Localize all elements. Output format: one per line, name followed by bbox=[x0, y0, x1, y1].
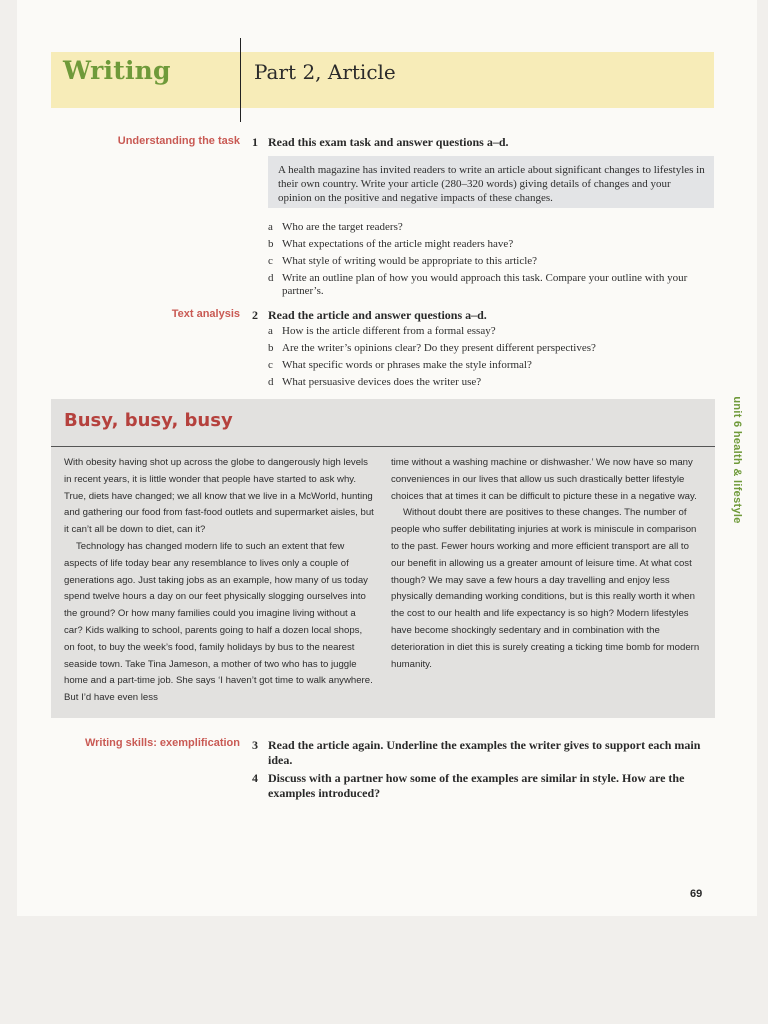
label-writing-skills: Writing skills: exemplification bbox=[84, 737, 240, 749]
list-item: d What persuasive devices does the writer use? bbox=[268, 376, 482, 388]
label-text-analysis: Text analysis bbox=[171, 308, 240, 320]
question-2-number: 2 bbox=[252, 308, 258, 322]
question-3-number: 3 bbox=[252, 738, 258, 752]
exam-task-text: A health magazine has invited readers to write an article about significant changes to lifestyles in their own country. Write your article (280–320 words) giving details of changes and your opinion on the positive and negative impacts of these changes. bbox=[278, 164, 705, 204]
list-item: b What expectations of the article might readers have? bbox=[268, 238, 514, 250]
question-1-items bbox=[268, 221, 708, 302]
article-paragraph-1: With obesity having shot up across the globe to dangerously high levels in recent years, it is little wonder that people have started to ask why. True, diets have changed; we all know that we live in a McWorld, hunting and gathering our food from fast-food outlets and supermarket aisles, but it can’t all be down to diet, can it? bbox=[64, 457, 374, 536]
article-title: Busy, busy, busy bbox=[64, 410, 233, 431]
article-column-right bbox=[391, 455, 703, 673]
list-item: a How is the article different from a formal essay? bbox=[268, 325, 496, 337]
article-paragraph-2: Technology has changed modern life to such an extent that few aspects of life today bear any resemblance to lives only a couple of generations ago. Just taking jobs as an example, how many of us today spend twelve hours a day on our feet physically slogging ourselves into the ground? Or how many families could you imagine living without a car? Kids walking to school, parents going to half a dozen local shops, on foot, to buy the week’s food, family holidays by bus to the nearest seaside town. Take Tina Jameson, a mother of two who has to juggle home and a part-time job. She says ‘I haven’t got time to walk anywhere. But I’d have even less bbox=[64, 540, 373, 704]
list-item: b Are the writer’s opinions clear? Do they present different perspectives? bbox=[268, 342, 596, 354]
page-number: 69 bbox=[690, 888, 703, 900]
section-title: Writing bbox=[63, 56, 171, 85]
list-item: c What style of writing would be appropriate to this article? bbox=[268, 255, 538, 267]
header-divider bbox=[240, 38, 241, 122]
label-understanding-task: Understanding the task bbox=[117, 135, 240, 147]
question-2-text: Read the article and answer questions a–d. bbox=[268, 308, 487, 322]
list-item: c What specific words or phrases make the style informal? bbox=[268, 359, 532, 371]
question-1-number: 1 bbox=[252, 135, 258, 149]
section-subtitle: Part 2, Article bbox=[254, 60, 396, 84]
question-1-text: Read this exam task and answer questions a–d. bbox=[268, 135, 509, 149]
question-2-items bbox=[268, 325, 708, 393]
question-4-number: 4 bbox=[252, 771, 258, 785]
article-paragraph-3: time without a washing machine or dishwasher.’ We now have so many conveniences in our lives that allow us such drastically better lifestyle choices that at times it can be difficult to picture these in a negative way. bbox=[391, 457, 697, 502]
article-title-rule bbox=[51, 446, 715, 447]
list-item: a Who are the target readers? bbox=[268, 221, 403, 233]
article-column-left bbox=[64, 455, 374, 707]
question-4-text: Discuss with a partner how some of the examples are similar in style. How are the examples introduced? bbox=[268, 771, 685, 800]
unit-tab-label: unit 6 health & lifestyle bbox=[731, 396, 743, 524]
list-item: d Write an outline plan of how you would approach this task. Compare your outline with your partner’s. bbox=[268, 272, 688, 297]
question-3-text: Read the article again. Underline the examples the writer gives to support each main idea. bbox=[268, 738, 701, 767]
article-paragraph-4: Without doubt there are positives to these changes. The number of people who suffer debilitating injuries at work is miniscule in comparison to the past. Fewer hours working and more efficient transport are all to our benefit in allowing us a greater amount of leisure time. At what cost though? We may save a few hours a day travelling and enjoy less physically demanding working conditions, but is this really worth it when the cost to our health and life expectancy is so high? Modern lifestyles have become shockingly sedentary and in combination with the deterioration in diet this is surely creating a ticking time bomb for modern humanity. bbox=[391, 507, 700, 670]
